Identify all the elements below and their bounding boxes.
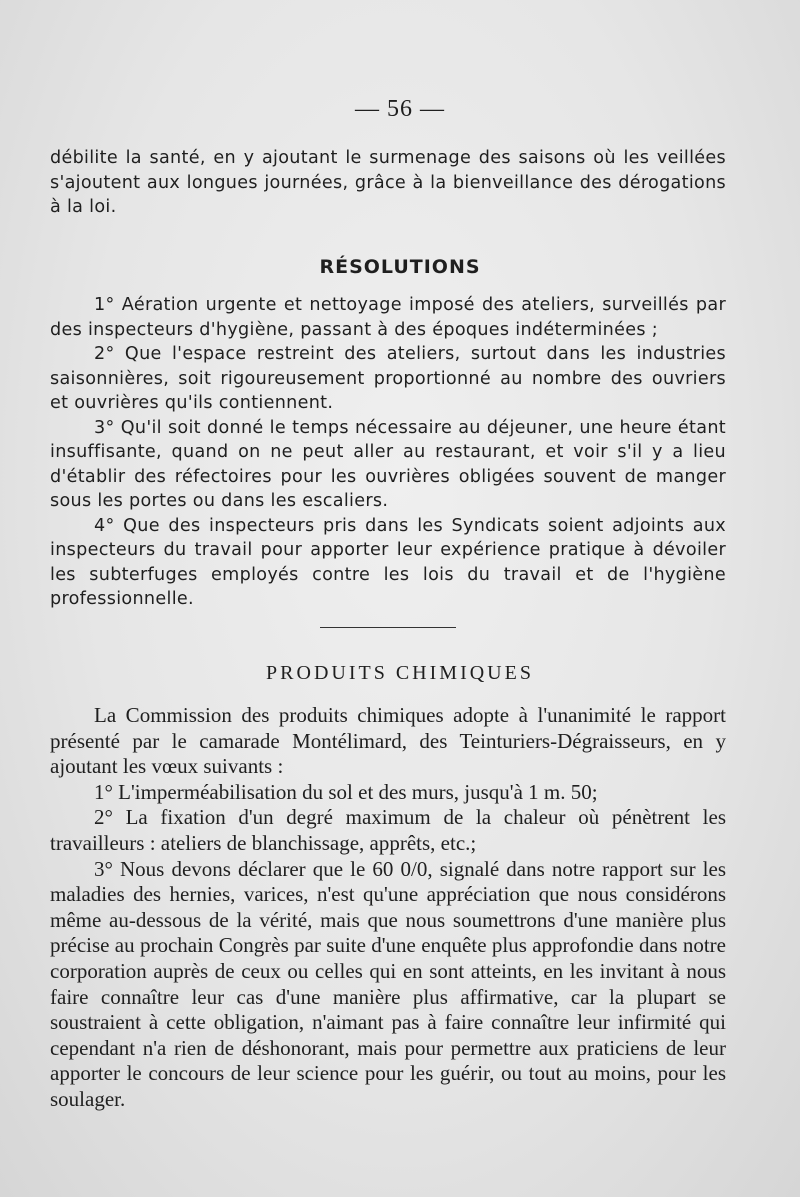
intro-paragraph: débilite la santé, en y ajoutant le surmenage des saisons où les veillées s'ajoutent aux longues journées, grâce à la bienveillance des dérogations à la loi.	[50, 148, 726, 217]
wish-item: 3° Nous devons déclarer que le 60 0/0, signalé dans notre rapport sur les maladies des hernies, varices, n'est qu'une appréciation que nous considérons même au-dessous de la vérité, mais que nous soumettrons d'une manière plus précise au prochain Congrès par suite d'une enquête plus approfondie dans notre corporation auprès de ceux ou celles qui en sont atteints, en les invitant à nous faire connaître leur cas d'une manière plus affirmative, car la plupart se soustraient à cette obligation, n'aimant pas à faire connaître leur infirmité qui cependant n'a rien de déshonorant, mais pour permettre aux praticiens de leur apporter le concours de leur science pour les guérir, ou tout au moins, pour les soulager.	[50, 856, 726, 1111]
wish-item: 2° La fixation d'un degré maximum de la chaleur où pénètrent les travailleurs : ateliers de blanchissage, apprêts, etc.;	[50, 805, 726, 855]
commission-intro: La Commission des produits chimiques adopte à l'unanimité le rapport présenté par le camarade Montélimard, des Teinturiers-Dégraisseurs, en y ajoutant les vœux suivants :	[50, 703, 726, 779]
resolutions-heading: RÉSOLUTIONS	[319, 256, 481, 278]
page-number: — 56 —	[355, 96, 445, 122]
resolution-item: 1° Aération urgente et nettoyage imposé des ateliers, surveillés par des inspecteurs d'hygiène, passant à des époques indéterminées ;	[50, 295, 726, 340]
resolutions-list	[50, 293, 726, 612]
resolution-item: 2° Que l'espace restreint des ateliers, surtout dans les industries saisonnières, soit rigoureusement proportionné au nombre des ouvriers et ouvrières qu'ils contiennent.	[50, 344, 726, 413]
wish-item: 1° L'imperméabilisation du sol et des murs, jusqu'à 1 m. 50;	[94, 779, 598, 804]
chemical-products-text	[50, 703, 726, 1113]
intro-text	[50, 146, 726, 220]
resolution-item: 4° Que des inspecteurs pris dans les Syndicats soient adjoints aux inspecteurs du travail pour apporter leur expérience pratique à dévoiler les subterfuges employés contre les lois du travail et de l'hygiène professionnelle.	[50, 515, 726, 609]
resolution-item: 3° Qu'il soit donné le temps nécessaire au déjeuner, une heure étant insuffisante, quand on ne peut aller au restaurant, et voir s'il y a lieu d'établir des réfectoires pour les ouvrières obligées souvent de manger sous les portes ou dans les escaliers.	[50, 417, 726, 511]
chemical-products-heading: PRODUITS CHIMIQUES	[266, 662, 534, 684]
section-divider	[320, 627, 456, 628]
